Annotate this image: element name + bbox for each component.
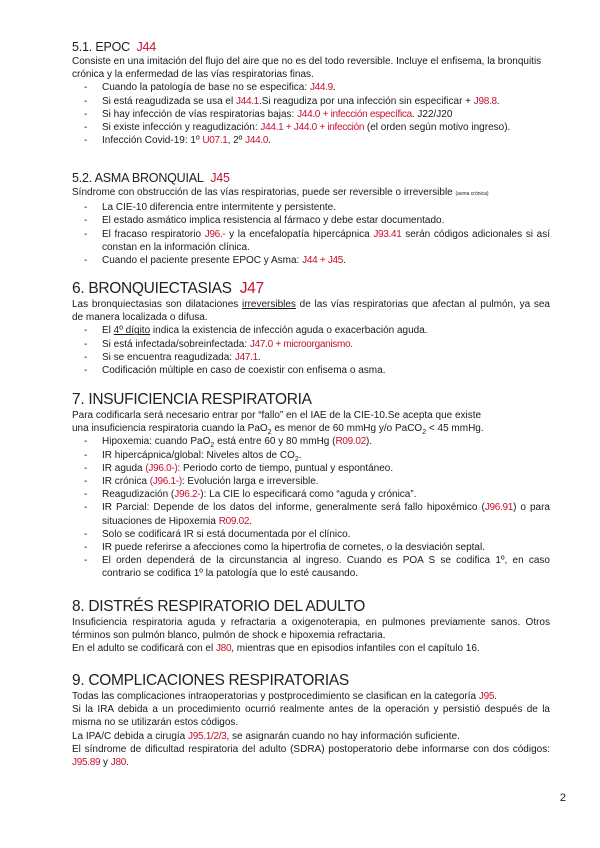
section-heading: 6. BRONQUIECTASIAS J47 <box>72 280 264 297</box>
list-item: - El estado asmático implica resistencia al fármaco y debe estar documentado. <box>72 214 550 227</box>
heading-text: 5.1. EPOC <box>72 40 130 54</box>
paragraph: El síndrome de dificultad respiratoria del adulto (SDRA) postoperatorio debe informarse con dos códigos: J95.89 y J80. <box>72 743 550 769</box>
section-insuficiencia <box>72 391 550 581</box>
list-item: - Si hay infección de vías respiratorias bajas: J44.0 + infección específica. J22/J20 <box>72 108 550 121</box>
paragraph: Consiste en una imitación del flujo del aire que no es del todo reversible. Incluye el enfisema, la bronquitis crónica y la enfermedad de las vías respiratorias finas. <box>72 56 542 81</box>
bullet-list <box>72 81 550 147</box>
section-heading: 5.2. ASMA BRONQUIAL J45 <box>72 171 230 185</box>
list-item: - Infección Covid-19: 1º U07.1, 2º J44.0. <box>72 134 550 147</box>
list-item: - Codificación múltiple en caso de coexistir con enfisema o asma. <box>72 364 550 377</box>
section-heading <box>72 40 550 55</box>
paragraph: Las bronquiectasias son dilataciones irreversibles de las vías respiratorias que afectan al pulmón, ya sea de manera localizada o difusa. <box>72 299 550 324</box>
section-asma <box>72 171 550 267</box>
list-item: - IR crónica (J96.1-): Evolución larga e irreversible. <box>72 475 550 488</box>
list-item: - Reagudización (J96.2-): La CIE lo especificará como “aguda y crónica”. <box>72 488 550 501</box>
paragraph: una insuficiencia respiratoria cuando la PaO$_2$ es menor de 60 mmHg y/o PaCO$_2$ < 45 mmHg. <box>72 423 484 437</box>
paragraph: Síndrome con obstrucción de las vías respiratorias, puede ser reversible o irreversible (asma crónica) <box>72 187 489 198</box>
heading-code: J44 <box>136 40 157 54</box>
list-item: - Cuando el paciente presente EPOC y Asma: J44 + J45. <box>72 254 550 267</box>
paragraph: Todas las complicaciones intraoperatorias y postprocedimiento se clasifican en la categoría J95. <box>72 691 497 702</box>
section-distres <box>72 598 550 656</box>
list-item: - Si está reagudizada se usa el J44.1.Si reagudiza por una infección sin especificar + J98.8. <box>72 95 550 108</box>
list-item: - Si existe infección y reagudización: J44.1 + J44.0 + infección (el orden según motivo ingreso). <box>72 121 550 134</box>
list-item: - La CIE-10 diferencia entre intermitente y persistente. <box>72 201 550 214</box>
list-item: - Hipoxemia: cuando PaO$_2$ está entre 60 y 80 mmHg (R09.02). <box>72 435 550 448</box>
page-number: 2 <box>559 792 566 804</box>
paragraph: La IPA/C debida a cirugía J95.1/2/3, se asignarán cuando no hay información suficiente. <box>72 730 460 742</box>
paragraph: Para codificarla será necesario entrar por “fallo” en el IAE de la CIE-10.Se acepta que existe <box>72 410 482 421</box>
paragraph: Si la IRA debida a un procedimiento ocurrió realmente antes de la operación y persistió después de la misma no se utilizarán estos códigos. <box>72 704 550 729</box>
section-heading: 9. COMPLICACIONES RESPIRATORIAS <box>72 672 349 689</box>
paragraph: Insuficiencia respiratoria aguda y refractaria a oxigenoterapia, en pulmones previamente sanos. Otros términos son pulmón blanco, pulmón de shock e hipoxemia refractaria. <box>72 617 550 642</box>
list-item: - IR puede referirse a afecciones como la hipertrofia de cornetes, o la desviación septal. <box>72 541 550 554</box>
section-heading: 8. DISTRÉS RESPIRATORIO DEL ADULTO <box>72 598 365 615</box>
bullet-list <box>72 201 550 267</box>
list-item: - IR hipercápnica/global: Niveles altos de $CO_2$. <box>72 449 550 462</box>
list-item: - Cuando la patología de base no se especifica: J44.9. <box>72 81 550 94</box>
bullet-list <box>72 324 550 377</box>
paragraph: En el adulto se codificará con el J80, mientras que en episodios infantiles con el capítulo 16. <box>72 643 480 655</box>
list-item: - Solo se codificará IR si está documentada por el clínico. <box>72 528 550 541</box>
section-complicaciones <box>72 672 550 769</box>
list-item: - El 4º dígito indica la existencia de infección aguda o exacerbación aguda. <box>72 324 550 337</box>
list-item: - Si se encuentra reagudizada: J47.1. <box>72 351 550 364</box>
bullet-list <box>72 435 550 580</box>
list-item: - Si está infectada/sobreinfectada: J47.0 + microorganismo. <box>72 338 550 351</box>
section-epoc <box>72 40 550 147</box>
list-item: - El orden dependerá de la circunstancia al ingreso. Cuando es POA S se codifica 1º, en caso contrario se codifica 1º la patología que lo esté causando. <box>72 554 550 580</box>
list-item: - IR aguda (J96.0-): Periodo corto de tiempo, puntual y espontáneo. <box>72 462 550 475</box>
list-item: - IR Parcial: Depende de los datos del informe, generalmente será fallo hipoxémico (J96.91) o para situaciones de Hipoxemia R09.02. <box>72 501 550 527</box>
list-item: - El fracaso respiratorio J96.- y la encefalopatía hipercápnica J93.41 serán códigos adicionales si así constan en la información clínica. <box>72 228 550 254</box>
section-heading: 7. INSUFICIENCIA RESPIRATORIA <box>72 391 312 408</box>
section-bronquiectasias <box>72 280 550 377</box>
